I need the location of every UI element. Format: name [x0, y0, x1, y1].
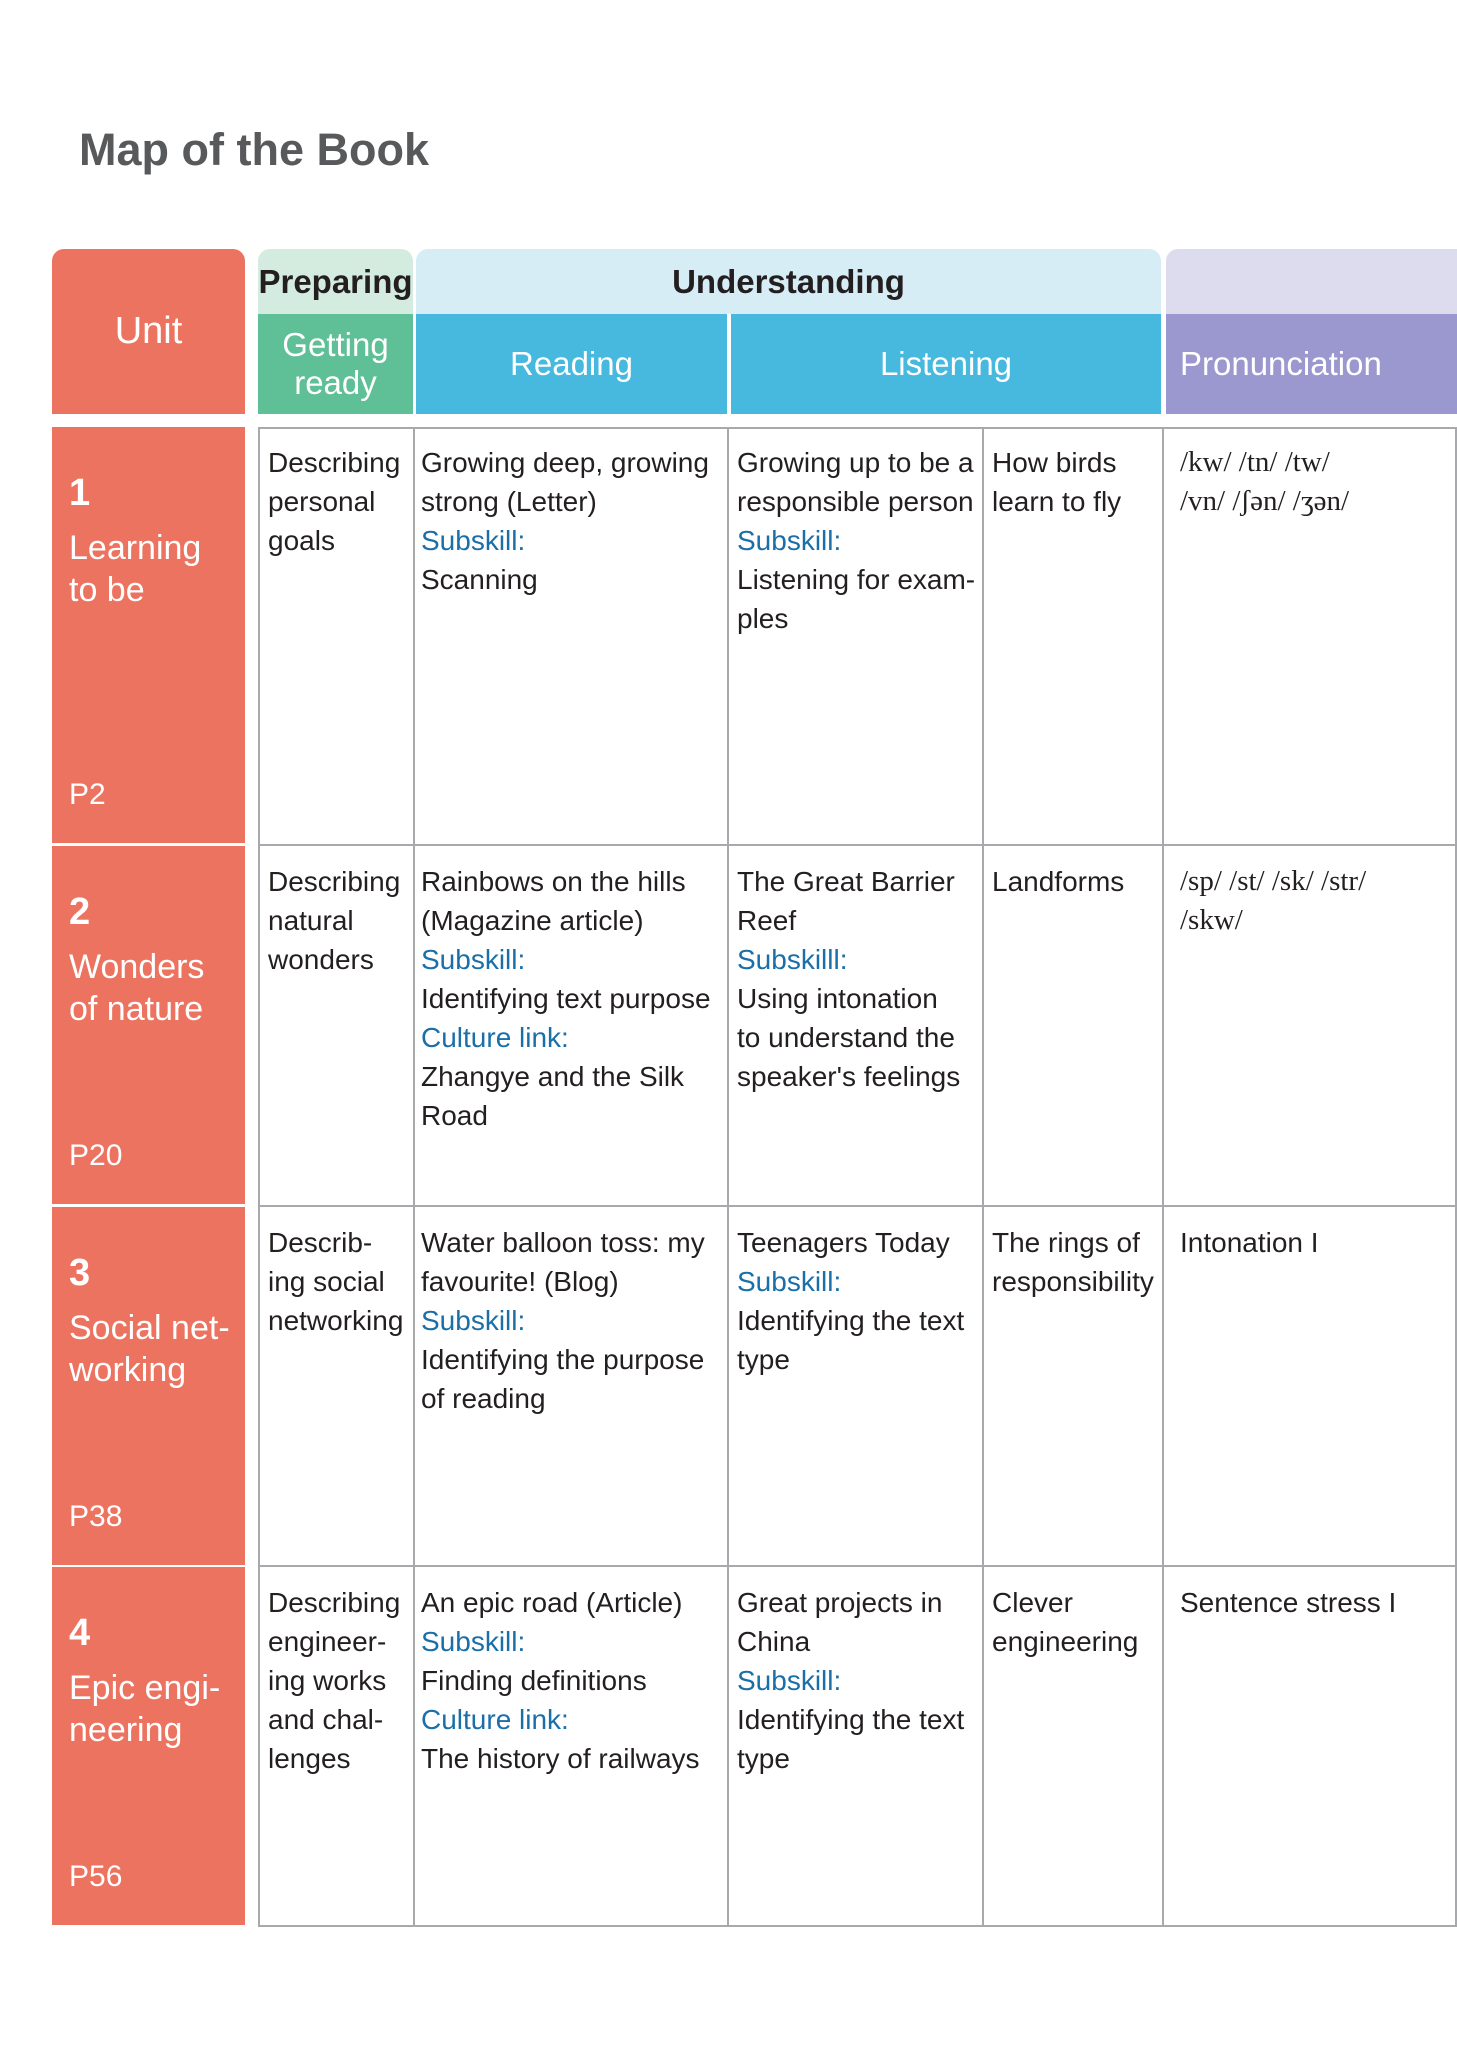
listening-cell-line: The Great Barrier — [737, 866, 955, 897]
unit-column-header: Unit — [52, 249, 245, 414]
unit-name-line: Social net- — [69, 1309, 230, 1347]
getting-ready-cell-line: Describ- — [268, 1227, 373, 1258]
subskill-label: Subskill: — [421, 525, 526, 556]
getting-ready-cell-line: Describing — [268, 1587, 401, 1618]
reading-cell — [421, 443, 709, 599]
listening-topic-cell — [992, 1583, 1138, 1661]
getting-ready-cell-line: networking — [268, 1305, 404, 1336]
unit-name-line: Learning — [69, 529, 202, 567]
pronunciation-cell-line: /kw/ /tn/ /tw/ — [1180, 446, 1330, 478]
listening-cell-line: Identifying the text — [737, 1704, 965, 1735]
unit-name-line: Wonders — [69, 948, 205, 986]
unit-number: 4 — [69, 1612, 91, 1654]
unit-name — [69, 1307, 239, 1391]
listening-cell-line: China — [737, 1626, 811, 1657]
listening-cell-line: responsible person — [737, 486, 974, 517]
getting-ready-cell — [268, 1223, 403, 1340]
unit-cell — [52, 427, 245, 843]
unit-cell — [52, 1567, 245, 1925]
pronunciation-cell-line: Intonation I — [1180, 1227, 1319, 1258]
unit-name-line: working — [69, 1351, 187, 1389]
unit-page: P20 — [69, 1139, 123, 1172]
listening-header: Listening — [731, 314, 1161, 414]
unit-page: P2 — [69, 778, 106, 811]
unit-name-line: to be — [69, 571, 145, 609]
listening-topic-cell-line: How birds — [992, 447, 1117, 478]
unit-number: 3 — [69, 1252, 91, 1294]
listening-topic-cell-line: The rings of — [992, 1227, 1140, 1258]
subskill-label: Subskill: — [737, 525, 842, 556]
getting-ready-cell — [268, 443, 400, 560]
subskill-label: Subskilll: — [737, 944, 848, 975]
unit-name-line: neering — [69, 1711, 183, 1749]
pronunciation-group-header — [1166, 249, 1457, 314]
getting-ready-cell-line: goals — [268, 525, 335, 556]
listening-cell-line: to understand the — [737, 1022, 955, 1053]
getting-ready-cell-line: ing social — [268, 1266, 385, 1297]
listening-cell-line: Growing up to be a — [737, 447, 974, 478]
reading-cell-line: favourite! (Blog) — [421, 1266, 619, 1297]
getting-ready-cell-line: lenges — [268, 1743, 351, 1774]
unit-page: P38 — [69, 1500, 123, 1533]
unit-cell — [52, 1207, 245, 1565]
reading-cell-line: (Magazine article) — [421, 905, 644, 936]
reading-cell — [421, 1583, 700, 1778]
listening-cell — [737, 1583, 964, 1778]
listening-cell-line: Reef — [737, 905, 797, 936]
reading-cell-line: The history of railways — [421, 1743, 700, 1774]
subskill-label: Subskill: — [421, 944, 526, 975]
listening-topic-cell-line: Clever — [992, 1587, 1073, 1618]
pronunciation-cell — [1180, 1583, 1396, 1622]
unit-page: P56 — [69, 1860, 123, 1893]
subskill-label: Subskill: — [421, 1305, 526, 1336]
listening-topic-cell — [992, 862, 1124, 901]
pronunciation-cell-line: /sp/ /st/ /sk/ /str/ — [1180, 865, 1367, 897]
unit-name — [69, 1667, 239, 1751]
listening-cell-line: type — [737, 1743, 790, 1774]
listening-cell-line: type — [737, 1344, 790, 1375]
subskill-label: Subskill: — [737, 1266, 842, 1297]
listening-cell — [737, 443, 975, 638]
listening-cell-line: Teenagers Today — [737, 1227, 950, 1258]
getting-ready-cell-line: ing works — [268, 1665, 387, 1696]
listening-cell-line: Using intonation — [737, 983, 938, 1014]
subskill-label: Culture link: — [421, 1704, 569, 1735]
getting-ready-header: Getting ready — [258, 314, 413, 414]
getting-ready-cell-line: personal — [268, 486, 376, 517]
getting-ready-cell-line: Describing — [268, 866, 401, 897]
preparing-header: Preparing — [258, 249, 413, 314]
understanding-header: Understanding — [416, 249, 1161, 314]
getting-ready-cell-line: and chal- — [268, 1704, 384, 1735]
listening-topic-cell-line: learn to fly — [992, 486, 1122, 517]
subskill-label: Culture link: — [421, 1022, 569, 1053]
subskill-label: Subskill: — [737, 1665, 842, 1696]
unit-number: 1 — [69, 472, 91, 514]
unit-name — [69, 946, 239, 1030]
pronunciation-cell-line: Sentence stress I — [1180, 1587, 1397, 1618]
unit-name — [69, 527, 239, 611]
unit-number: 2 — [69, 891, 91, 933]
pronunciation-cell-line: /skw/ — [1180, 904, 1243, 936]
page-title: Map of the Book — [79, 124, 429, 175]
pronunciation-header: Pronunciation — [1166, 314, 1457, 414]
reading-cell-line: strong (Letter) — [421, 486, 597, 517]
listening-topic-cell — [992, 443, 1121, 521]
pronunciation-cell — [1180, 862, 1366, 940]
listening-topic-cell — [992, 1223, 1154, 1301]
reading-header: Reading — [416, 314, 727, 414]
unit-cell — [52, 846, 245, 1204]
listening-topic-cell-line: responsibility — [992, 1266, 1154, 1297]
reading-cell-line: Road — [421, 1100, 488, 1131]
reading-cell-line: Growing deep, growing — [421, 447, 709, 478]
reading-cell-line: Scanning — [421, 564, 538, 595]
subskill-label: Subskill: — [421, 1626, 526, 1657]
listening-cell-line: Great projects in — [737, 1587, 943, 1618]
listening-topic-cell-line: engineering — [992, 1626, 1139, 1657]
reading-cell — [421, 862, 711, 1135]
listening-cell-line: Listening for exam- — [737, 564, 976, 595]
pronunciation-cell — [1180, 1223, 1319, 1262]
getting-ready-cell-line: natural — [268, 905, 354, 936]
reading-cell-line: of reading — [421, 1383, 546, 1414]
reading-cell-line: Finding definitions — [421, 1665, 647, 1696]
reading-cell-line: Rainbows on the hills — [421, 866, 686, 897]
reading-cell-line: Water balloon toss: my — [421, 1227, 705, 1258]
listening-cell — [737, 1223, 964, 1379]
unit-name-line: of nature — [69, 990, 204, 1028]
reading-cell — [421, 1223, 705, 1418]
reading-cell-line: Identifying text purpose — [421, 983, 711, 1014]
listening-cell-line: Identifying the text — [737, 1305, 965, 1336]
listening-cell-line: speaker's feelings — [737, 1061, 961, 1092]
listening-topic-cell-line: Landforms — [992, 866, 1125, 897]
pronunciation-cell-line: /vn/ /ʃən/ /ʒən/ — [1180, 485, 1350, 517]
reading-cell-line: Identifying the purpose — [421, 1344, 705, 1375]
listening-cell — [737, 862, 960, 1096]
reading-cell-line: An epic road (Article) — [421, 1587, 683, 1618]
getting-ready-cell-line: Describing — [268, 447, 401, 478]
pronunciation-cell — [1180, 443, 1349, 521]
reading-cell-line: Zhangye and the Silk — [421, 1061, 685, 1092]
listening-cell-line: ples — [737, 603, 789, 634]
getting-ready-cell-line: engineer- — [268, 1626, 387, 1657]
unit-name-line: Epic engi- — [69, 1669, 221, 1707]
getting-ready-cell — [268, 1583, 400, 1778]
getting-ready-cell — [268, 862, 400, 979]
getting-ready-cell-line: wonders — [268, 944, 374, 975]
